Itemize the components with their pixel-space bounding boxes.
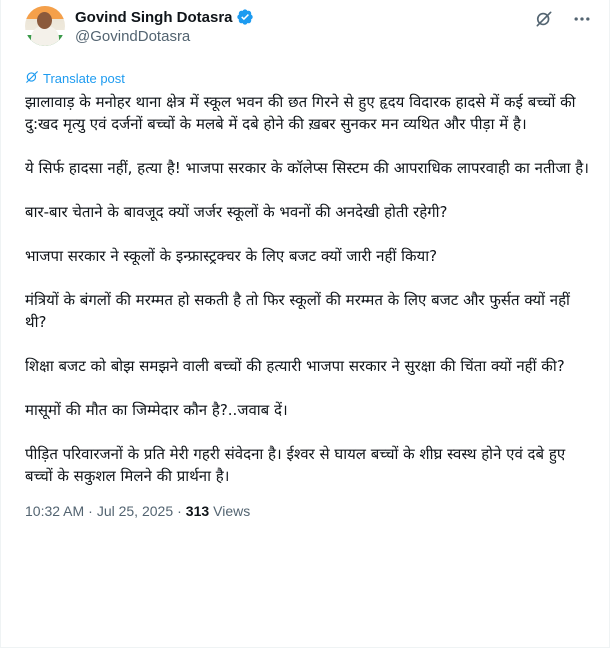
translate-post[interactable] [25, 70, 593, 86]
verified-badge-icon[interactable] [236, 8, 254, 26]
avatar-face [37, 12, 52, 29]
name-row [75, 7, 254, 27]
tweet-text [25, 91, 593, 487]
tweet-paragraph: बार-बार चेताने के बावजूद क्यों जर्जर स्कूलों के भवनों की अनदेखी होती रहेगी? [25, 203, 448, 221]
author-display-name[interactable]: Govind Singh Dotasra [75, 8, 233, 26]
tweet-paragraph: मासूमों की मौत का जिम्मेदार कौन है?..जवाब दें। [25, 401, 288, 419]
avatar[interactable] [25, 6, 65, 46]
views-count[interactable]: 313 [185, 503, 210, 519]
tweet-paragraph: पीड़ित परिवारजनों के प्रति मेरी गहरी संवेदना है। ईश्वर से घायल बच्चों के शीघ्र स्वस्थ होने एवं दबे हुए बच्चों के सकुशल मिलने की प्रार्थना है। [25, 445, 566, 485]
tweet-paragraph: झालावाड़ के मनोहर थाना क्षेत्र में स्कूल भवन की छत गिरने से हुए हृदय विदारक हादसे में कई बच्चों की दु:खद मृत्यु एवं दर्जनों बच्चों के मलबे में दबे होने की ख़बर सुनकर मन व्यथित और पीड़ा में है। [25, 93, 576, 133]
more-options-icon[interactable] [571, 8, 593, 30]
header-actions [517, 6, 593, 30]
translate-post-link[interactable]: Translate post [43, 70, 125, 86]
post-date[interactable]: Jul 25, 2025 [96, 503, 174, 519]
tweet-paragraph: भाजपा सरकार ने स्कूलों के इन्फ्रास्ट्रक्चर के लिए बजट क्यों जारी नहीं किया? [25, 247, 438, 265]
tweet-metadata [25, 503, 593, 519]
tweet-paragraph: शिक्षा बजट को बोझ समझने वाली बच्चों की हत्यारी भाजपा सरकार ने सुरक्षा की चिंता क्यों नहीं की? [25, 357, 565, 375]
avatar-shirt [31, 26, 59, 46]
tweet-paragraph: मंत्रियों के बंगलों की मरम्मत हो सकती है तो फिर स्कूलों की मरम्मत के लिए बजट और फुर्सत क्यों नहीं थी? [25, 291, 570, 331]
meta-separator: · [88, 503, 93, 519]
meta-separator: · [177, 503, 182, 519]
author-handle[interactable]: @GovindDotasra [75, 28, 191, 45]
views-label: Views [213, 503, 251, 519]
post-time[interactable]: 10:32 AM [25, 503, 85, 519]
translate-icon [25, 69, 39, 88]
tweet-paragraph: ये सिर्फ हादसा नहीं, हत्या है! भाजपा सरकार के कॉलेप्स सिस्टम की आपराधिक लापरवाही का नतीजा है। [25, 159, 589, 177]
author-identity [75, 6, 254, 45]
tweet-header [25, 0, 593, 56]
grok-icon[interactable] [533, 8, 555, 30]
